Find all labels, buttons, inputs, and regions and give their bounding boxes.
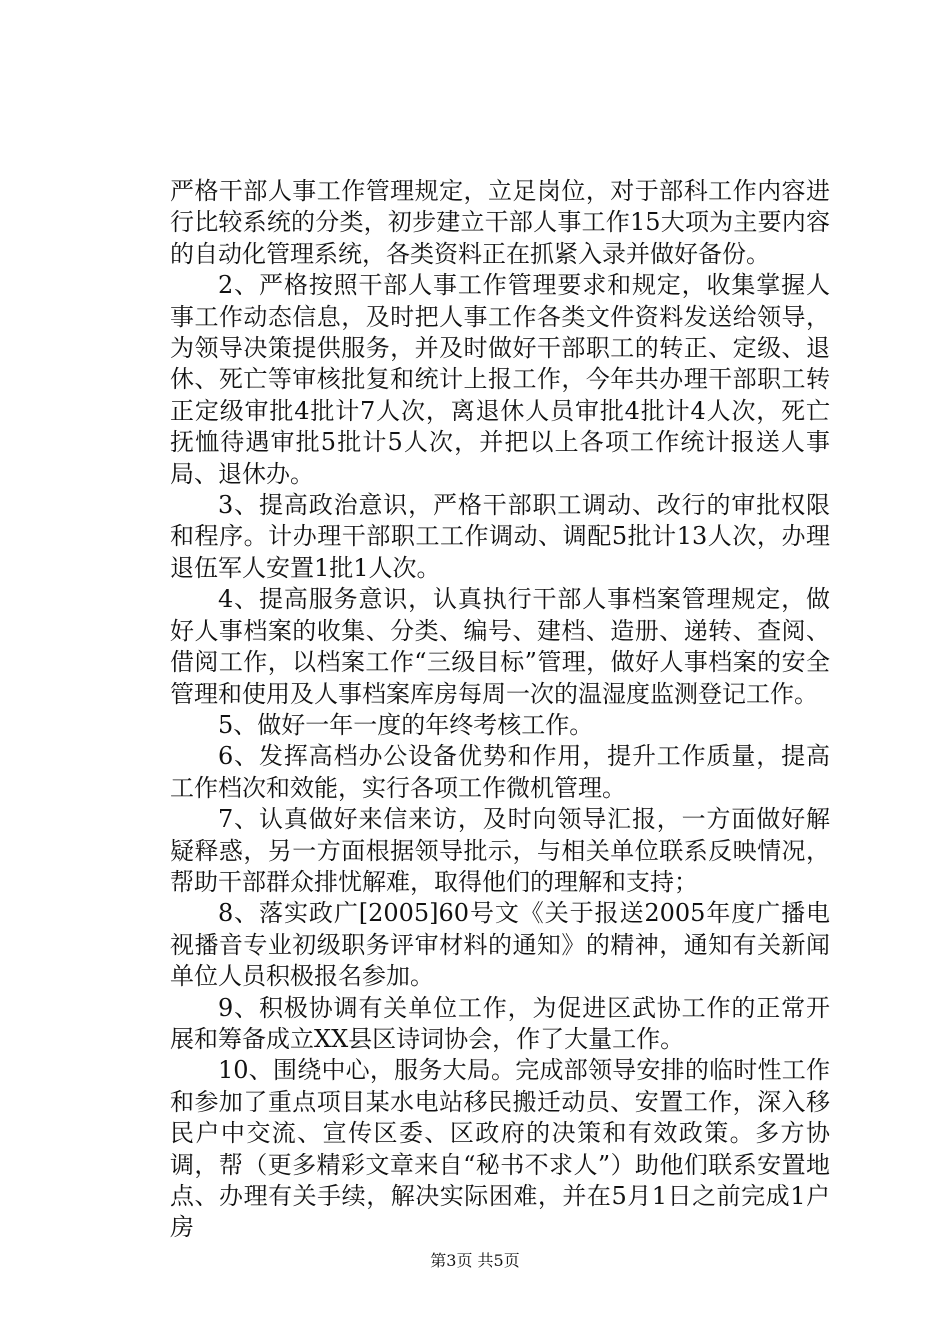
paragraph-item-7: 7、认真做好来信来访，及时向领导汇报，一方面做好解疑释惑，另一方面根据领导批示，与相关单位联系反映情况，帮助干部群众排忧解难，取得他们的理解和支持； <box>170 805 830 896</box>
paragraph-item-10: 10、围绕中心，服务大局。完成部领导安排的临时性工作和参加了重点项目某水电站移民搬迁动员、安置工作，深入移民户中交流、宣传区委、区政府的决策和有效政策。多方协调，帮（更多精彩文章来自“秘书不求人”）助他们联系安置地点、办理有关手续，解决实际困难，并在5月1日之前完成1户房 <box>170 1056 830 1242</box>
paragraph-item-4: 4、提高服务意识，认真执行干部人事档案管理规定，做好人事档案的收集、分类、编号、建档、造册、递转、查阅、借阅工作，以档案工作“三级目标”管理，做好人事档案的安全管理和使用及人事档案库房每周一次的温湿度监测登记工作。 <box>170 585 830 708</box>
paragraph-item-8: 8、落实政广[2005]60号文《关于报送2005年度广播电视播音专业初级职务评审材料的通知》的精神，通知有关新闻单位人员积极报名参加。 <box>170 899 830 991</box>
paragraph-item-2: 2、严格按照干部人事工作管理要求和规定，收集掌握人事工作动态信息，及时把人事工作各类文件资料发送给领导，为领导决策提供服务，并及时做好干部职工的转正、定级、退休、死亡等审核批复和统计上报工作，今年共办理干部职工转正定级审批4批计7人次，离退休人员审批4批计4人次，死亡抚恤待遇审批5批计5人次，并把以上各项工作统计报送人事局、退休办。 <box>170 271 830 488</box>
paragraph-item-9: 9、积极协调有关单位工作，为促进区武协工作的正常开展和筹备成立XX县区诗词协会，作了大量工作。 <box>170 993 830 1053</box>
paragraph-item-3: 3、提高政治意识，严格干部职工调动、改行的审批权限和程序。计办理干部职工工作调动、调配5批计13人次，办理退伍军人安置1批1人次。 <box>170 491 830 582</box>
paragraph-item-6: 6、发挥高档办公设备优势和作用，提升工作质量，提高工作档次和效能，实行各项工作微机管理。 <box>170 742 830 802</box>
document-body <box>170 176 830 1244</box>
paragraph-item-5: 5、做好一年一度的年终考核工作。 <box>218 710 594 739</box>
page-footer: 第3页 共5页 <box>430 1251 520 1270</box>
paragraph-continuation: 严格干部人事工作管理规定，立足岗位，对于部科工作内容进行比较系统的分类，初步建立干部人事工作15大项为主要内容的自动化管理系统，各类资料正在抓紧入录并做好备份。 <box>170 177 830 268</box>
